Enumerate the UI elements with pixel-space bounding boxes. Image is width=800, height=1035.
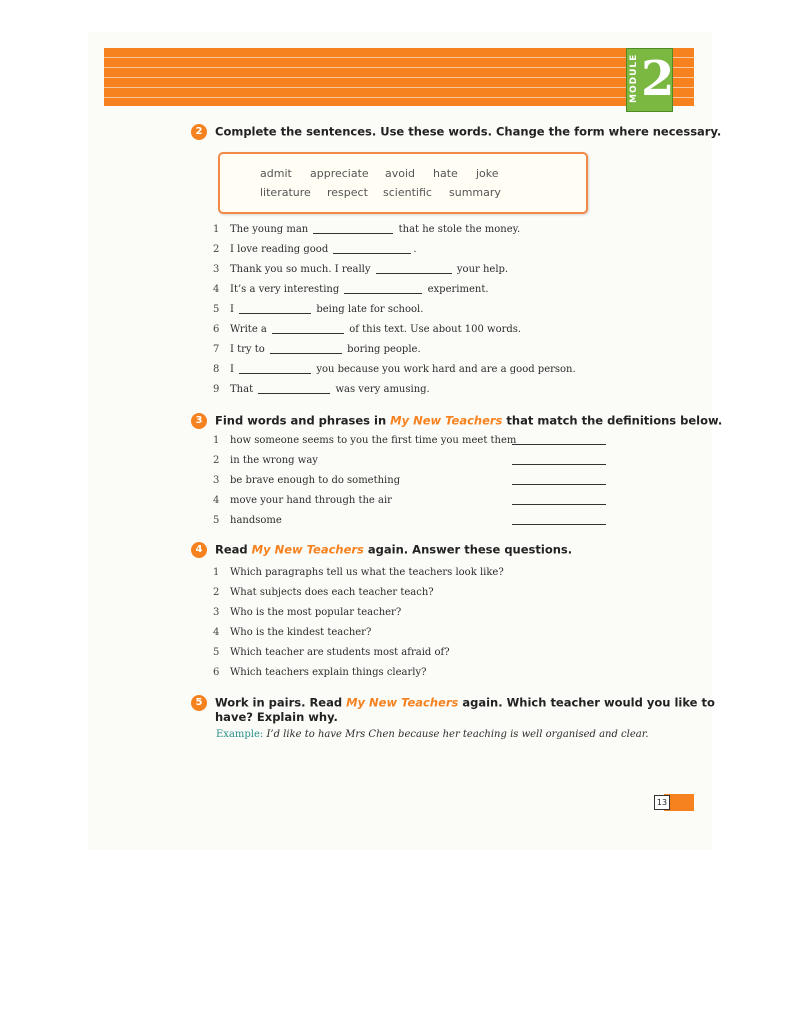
exercise-4-heading-title: My New Teachers	[251, 542, 364, 557]
sentence-before: I love reading good	[230, 244, 329, 255]
definition-item	[213, 451, 516, 471]
exercise-3-heading-pre: Find words and phrases in	[215, 413, 391, 428]
definition-text: move your hand through the air	[230, 495, 392, 506]
module-tab	[626, 48, 673, 112]
answer-blank[interactable]	[272, 321, 344, 334]
item-number: 3	[213, 264, 220, 275]
answer-blank[interactable]	[313, 221, 393, 234]
exercise-5-heading-line2: have? Explain why.	[215, 710, 338, 724]
sentence-item	[213, 220, 576, 240]
question-text: Which teachers explain things clearly?	[230, 667, 427, 678]
sentence-item	[213, 300, 576, 320]
answer-blank[interactable]	[258, 381, 330, 394]
word-respect: respect	[327, 186, 368, 199]
item-number: 3	[213, 475, 220, 486]
module-number: 2	[641, 51, 675, 107]
question-text: Which paragraphs tell us what the teachers look like?	[230, 567, 504, 578]
answer-blank[interactable]	[239, 301, 311, 314]
sentence-after: that he stole the money.	[398, 224, 521, 235]
sentence-after: you because you work hard and are a good person.	[316, 364, 576, 375]
answer-blank[interactable]	[239, 361, 311, 374]
question-item	[213, 663, 504, 683]
exercise-5-number: 5	[191, 695, 207, 711]
exercise-4-questions	[213, 563, 504, 683]
exercise-3-heading-title: My New Teachers	[390, 413, 503, 428]
sentence-before: I	[230, 304, 234, 315]
exercise-5-heading-title: My New Teachers	[346, 695, 459, 710]
answer-blank[interactable]	[270, 341, 342, 354]
sentence-after: your help.	[456, 264, 509, 275]
page-number-badge	[654, 794, 694, 811]
answer-line[interactable]	[512, 464, 606, 465]
sentence-after: of this text. Use about 100 words.	[349, 324, 522, 335]
item-number: 3	[213, 607, 220, 618]
item-number: 5	[213, 304, 220, 315]
answer-blank[interactable]	[333, 241, 411, 254]
sentence-item	[213, 260, 576, 280]
word-hate: hate	[433, 167, 458, 180]
sentence-after: boring people.	[347, 344, 421, 355]
sentence-before: Thank you so much. I really	[230, 264, 371, 275]
question-item	[213, 583, 504, 603]
exercise-2-sentences	[213, 220, 576, 400]
module-label: MODULE	[629, 53, 639, 103]
definition-text: be brave enough to do something	[230, 475, 401, 486]
question-text: Which teacher are students most afraid of?	[230, 647, 450, 658]
sentence-before: It’s a very interesting	[230, 284, 340, 295]
exercise-5-heading	[191, 695, 715, 711]
item-number: 2	[213, 587, 220, 598]
sentence-after: was very amusing.	[335, 384, 430, 395]
sentence-item	[213, 360, 576, 380]
example-label: Example:	[216, 729, 264, 740]
answer-line[interactable]	[512, 484, 606, 485]
sentence-after: experiment.	[427, 284, 489, 295]
answer-blank[interactable]	[344, 281, 422, 294]
word-admit: admit	[260, 167, 292, 180]
sentence-before: That	[230, 384, 254, 395]
sentence-before: I	[230, 364, 234, 375]
item-number: 5	[213, 647, 220, 658]
answer-line[interactable]	[512, 524, 606, 525]
sentence-item	[213, 320, 576, 340]
answer-blank[interactable]	[376, 261, 452, 274]
exercise-4-number: 4	[191, 542, 207, 558]
item-number: 2	[213, 244, 220, 255]
item-number: 4	[213, 284, 220, 295]
word-literature: literature	[260, 186, 311, 199]
exercise-2-heading	[191, 124, 721, 140]
sentence-before: Write a	[230, 324, 267, 335]
definition-text: how someone seems to you the first time you meet them	[230, 435, 517, 446]
word-summary: summary	[449, 186, 501, 199]
word-avoid: avoid	[385, 167, 416, 180]
header-banner	[104, 48, 694, 106]
exercise-5-heading-post: again. Which teacher would you like to	[458, 695, 715, 710]
sentence-after: .	[413, 244, 417, 255]
definition-text: handsome	[230, 515, 282, 526]
definition-item	[213, 511, 516, 531]
exercise-2-number: 2	[191, 124, 207, 140]
question-item	[213, 623, 504, 643]
item-number: 6	[213, 667, 220, 678]
exercise-3-number: 3	[191, 413, 207, 429]
page-number: 13	[654, 795, 670, 810]
sentence-before: The young man	[230, 224, 309, 235]
answer-line[interactable]	[512, 444, 606, 445]
answer-line[interactable]	[512, 504, 606, 505]
word-appreciate: appreciate	[310, 167, 369, 180]
exercise-4-heading-post: again. Answer these questions.	[363, 542, 573, 557]
item-number: 1	[213, 435, 220, 446]
item-number: 7	[213, 344, 220, 355]
sentence-before: I try to	[230, 344, 265, 355]
sentence-item	[213, 380, 576, 400]
definition-item	[213, 431, 516, 451]
item-number: 6	[213, 324, 220, 335]
exercise-4-heading-pre: Read	[215, 542, 252, 557]
item-number: 1	[213, 567, 220, 578]
exercise-5-heading-pre: Work in pairs. Read	[215, 695, 347, 710]
item-number: 8	[213, 364, 220, 375]
item-number: 4	[213, 495, 220, 506]
sentence-item	[213, 340, 576, 360]
definition-item	[213, 471, 516, 491]
definition-item	[213, 491, 516, 511]
sentence-after: being late for school.	[316, 304, 424, 315]
item-number: 2	[213, 455, 220, 466]
word-scientific: scientific	[383, 186, 432, 199]
question-item	[213, 563, 504, 583]
item-number: 9	[213, 384, 220, 395]
question-text: What subjects does each teacher teach?	[230, 587, 434, 598]
word-joke: joke	[476, 167, 499, 180]
question-text: Who is the kindest teacher?	[230, 627, 372, 638]
question-item	[213, 603, 504, 623]
item-number: 1	[213, 224, 220, 235]
sentence-item	[213, 240, 576, 260]
exercise-2-heading-text: Complete the sentences. Use these words. Change the form where necessary.	[215, 124, 722, 139]
exercise-3-heading-post: that match the definitions below.	[502, 413, 723, 428]
item-number: 4	[213, 627, 220, 638]
word-box	[218, 152, 588, 214]
sentence-item	[213, 280, 576, 300]
item-number: 5	[213, 515, 220, 526]
question-text: Who is the most popular teacher?	[230, 607, 402, 618]
definition-text: in the wrong way	[230, 455, 318, 466]
exercise-3-heading	[191, 413, 722, 429]
exercise-4-heading	[191, 542, 572, 558]
example-text: I’d like to have Mrs Chen because her teaching is well organised and clear.	[263, 729, 649, 740]
exercise-3-definitions	[213, 431, 516, 531]
example-sentence	[216, 729, 649, 740]
question-item	[213, 643, 504, 663]
